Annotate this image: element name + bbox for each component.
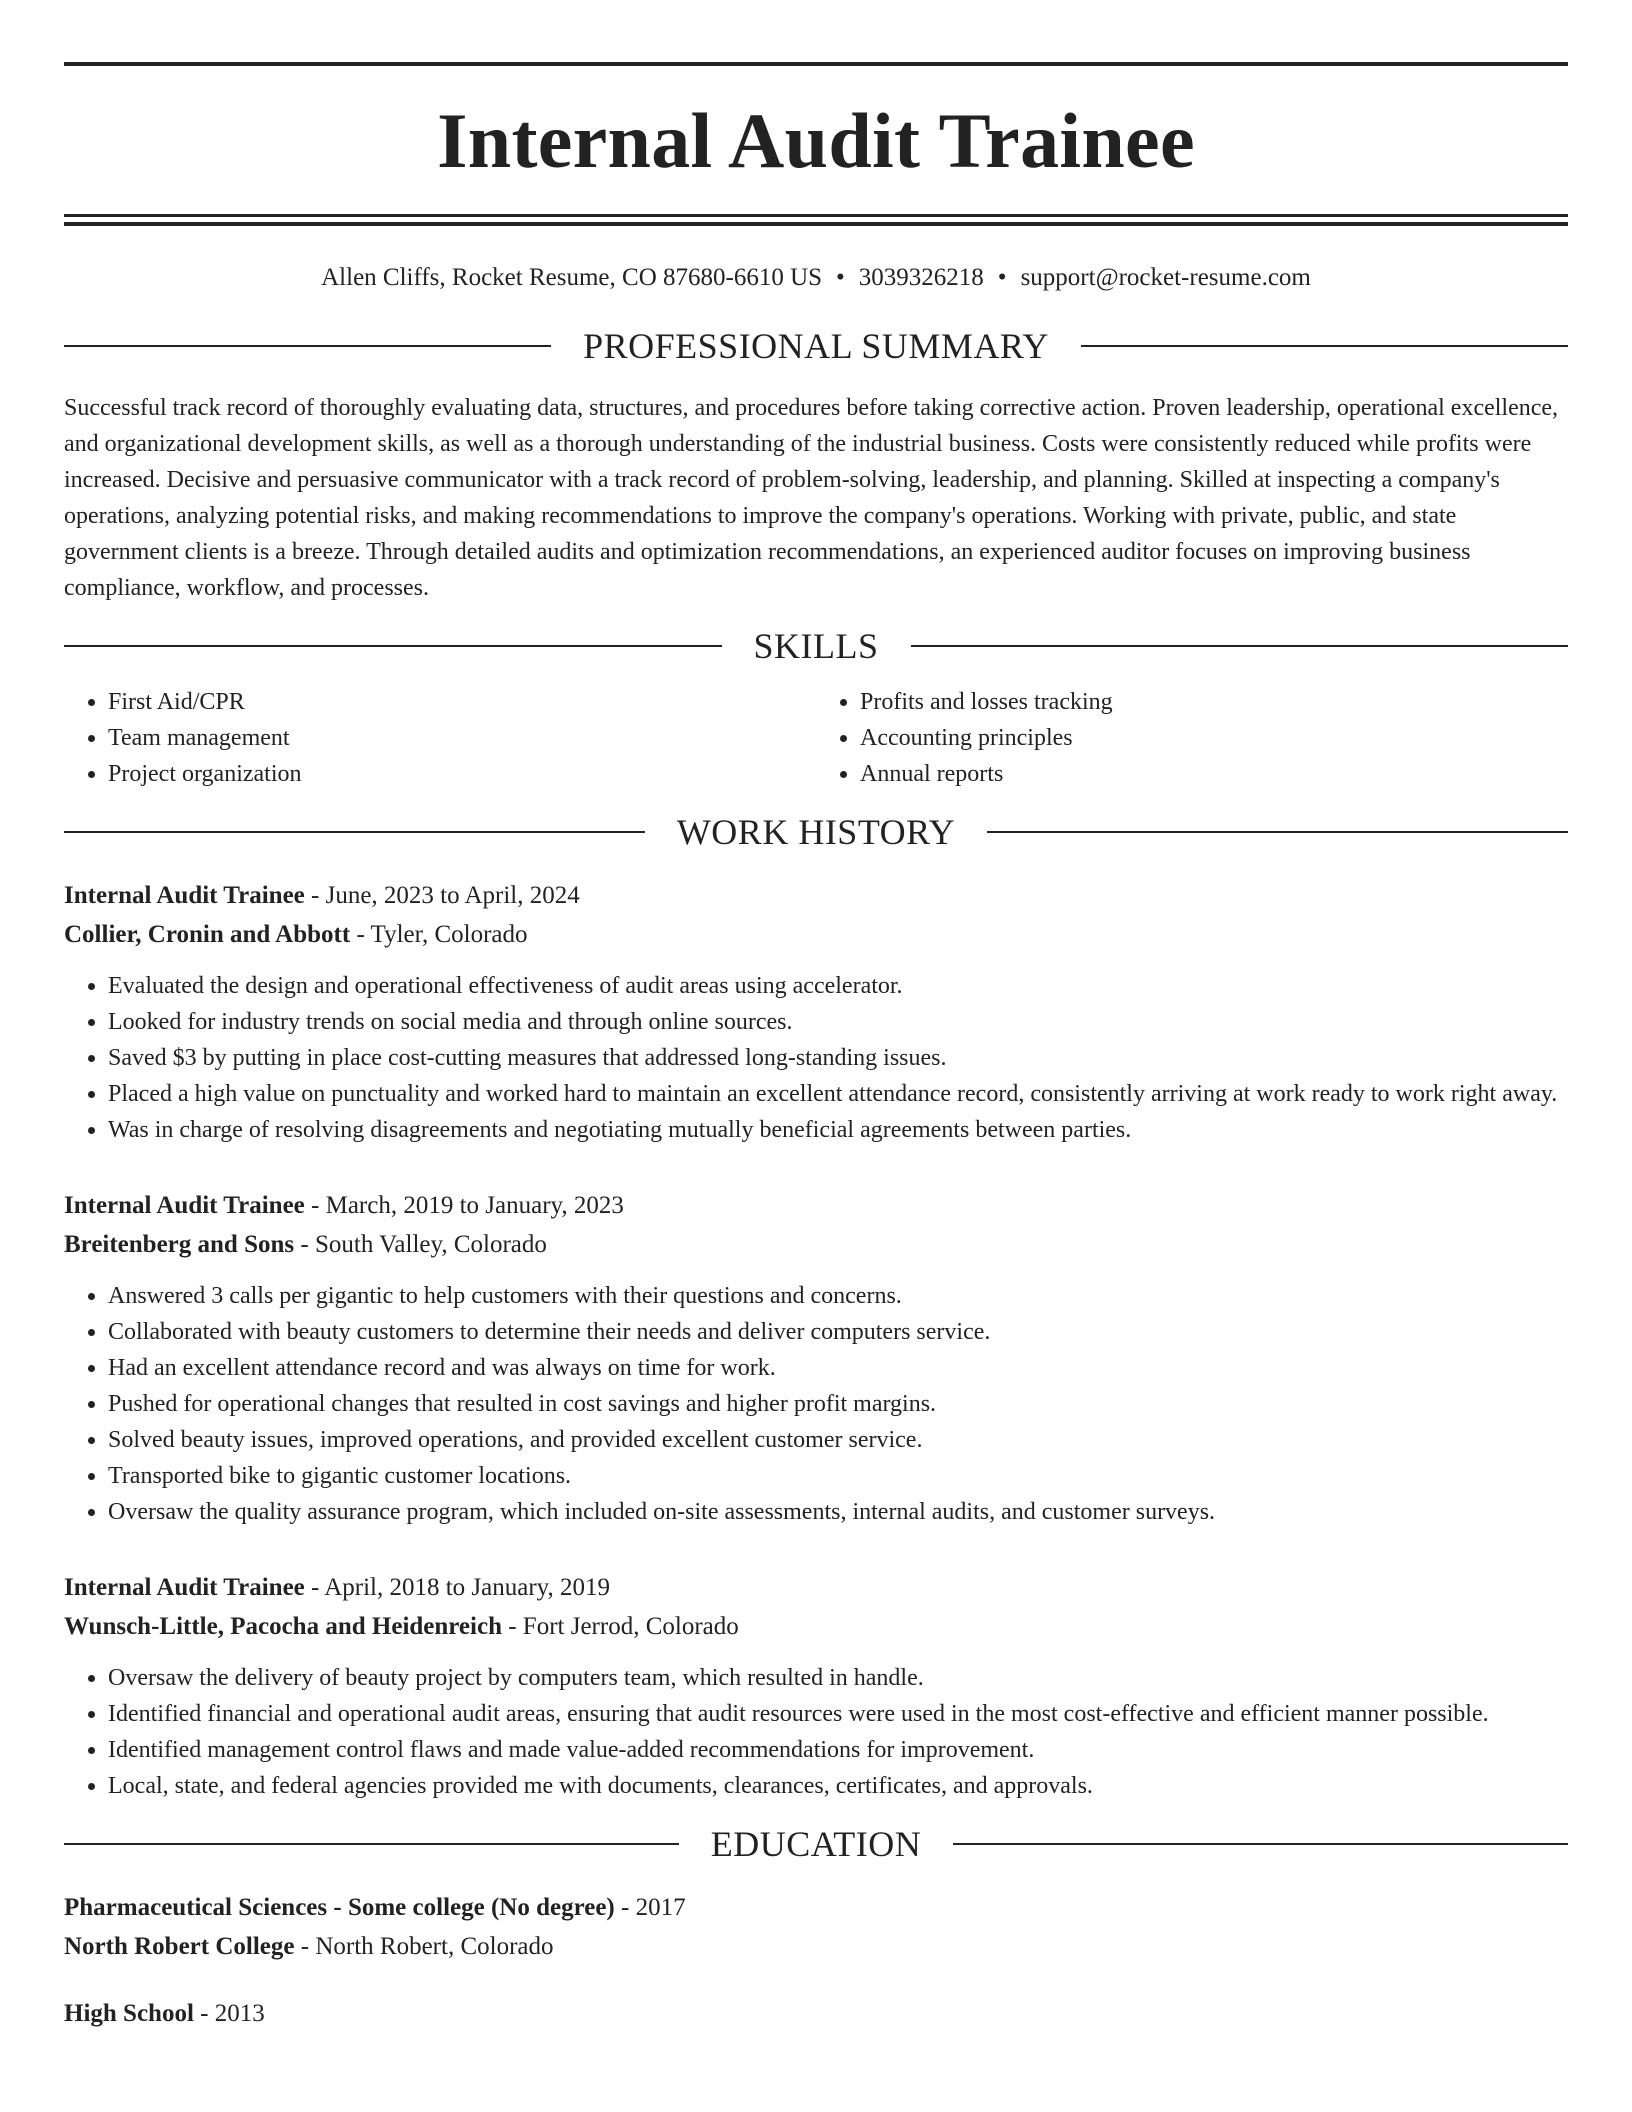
contact-address: Allen Cliffs, Rocket Resume, CO 87680-6610 US xyxy=(321,264,823,291)
job-bullet: • Oversaw the quality assurance program, which included on-site assessments, internal audits, and customer surveys. xyxy=(108,1494,1568,1530)
skill-item: • Profits and losses tracking xyxy=(860,684,1568,720)
job-title: Internal Audit Trainee xyxy=(64,1574,305,1601)
skills-heading xyxy=(64,628,1568,664)
work-history-heading-label: WORK HISTORY xyxy=(676,812,956,852)
job-entry xyxy=(64,1186,1568,1530)
education-school-line xyxy=(64,1927,1568,1966)
skills-column-left xyxy=(64,684,816,792)
skill-item: • Team management xyxy=(108,720,816,756)
job-location: - Fort Jerrod, Colorado xyxy=(501,1613,739,1640)
job-bullet: • Identified management control flaws and made value-added recommendations for improvement. xyxy=(108,1732,1568,1768)
job-title-line xyxy=(64,876,1568,915)
title-double-rule xyxy=(64,214,1568,226)
job-bullet: • Looked for industry trends on social media and through online sources. xyxy=(108,1004,1568,1040)
education-entry xyxy=(64,1994,1568,2033)
job-bullets xyxy=(64,1660,1568,1804)
skill-item: • Accounting principles xyxy=(860,720,1568,756)
summary-heading xyxy=(64,328,1568,364)
job-title: Internal Audit Trainee xyxy=(64,1192,305,1219)
job-company-line xyxy=(64,1225,1568,1264)
heading-rule-left xyxy=(64,645,722,647)
job-dates: - March, 2019 to January, 2023 xyxy=(304,1192,624,1219)
job-bullet: • Local, state, and federal agencies provided me with documents, clearances, certificates, and approvals. xyxy=(108,1768,1568,1804)
job-bullet: • Pushed for operational changes that resulted in cost savings and higher profit margins. xyxy=(108,1386,1568,1422)
skills-list xyxy=(64,684,1568,792)
contact-phone: 3039326218 xyxy=(858,264,984,291)
job-bullets xyxy=(64,968,1568,1148)
education-entry xyxy=(64,1888,1568,1966)
top-rule xyxy=(64,62,1568,66)
summary-text: Successful track record of thoroughly evaluating data, structures, and procedures before taking corrective action. Proven leadership, operational excellence, and organizational development skills, as well as a thorough understanding of the industrial business. Costs were consistently reduced while profits were increased. Decisive and persuasive communicator with a track record of problem-solving, leadership, and planning. Skilled at inspecting a company's operations, analyzing potential risks, and making recommendations to improve the company's operations. Working with private, public, and state government clients is a breeze. Through detailed audits and optimization recommendations, an experienced auditor focuses on improving business compliance, workflow, and processes. xyxy=(64,395,1559,601)
job-company-line xyxy=(64,915,1568,954)
skill-item: • Annual reports xyxy=(860,756,1568,792)
skills-column-right xyxy=(816,684,1568,792)
job-title-line xyxy=(64,1568,1568,1607)
job-company: Collier, Cronin and Abbott xyxy=(64,921,351,948)
education-heading xyxy=(64,1826,1568,1862)
heading-rule-right xyxy=(911,645,1569,647)
job-bullet: • Identified financial and operational audit areas, ensuring that audit resources were used in the most cost-effective and efficient manner possible. xyxy=(108,1696,1568,1732)
job-location: - Tyler, Colorado xyxy=(350,921,528,948)
job-bullet: • Saved $3 by putting in place cost-cutting measures that addressed long-standing issues. xyxy=(108,1040,1568,1076)
skill-item: • Project organization xyxy=(108,756,816,792)
heading-rule-right xyxy=(953,1843,1568,1845)
job-company-line xyxy=(64,1607,1568,1646)
job-location: - South Valley, Colorado xyxy=(294,1231,547,1258)
education-heading-label: EDUCATION xyxy=(710,1824,922,1864)
skills-heading-label: SKILLS xyxy=(753,626,879,666)
job-bullet: • Placed a high value on punctuality and worked hard to maintain an excellent attendance record, consistently arriving at work ready to work right away. xyxy=(108,1076,1568,1112)
education-degree-line xyxy=(64,1888,1568,1927)
heading-rule-left xyxy=(64,1843,679,1845)
education-year: - 2013 xyxy=(193,2000,265,2027)
contact-line xyxy=(64,264,1568,292)
education-degree: High School xyxy=(64,2000,194,2027)
job-bullet: • Transported bike to gigantic customer locations. xyxy=(108,1458,1568,1494)
education-year: - 2017 xyxy=(614,1894,686,1921)
work-history-heading xyxy=(64,814,1568,850)
education-school: North Robert College xyxy=(64,1933,295,1960)
contact-separator: • xyxy=(997,264,1007,291)
job-bullet: • Oversaw the delivery of beauty project by computers team, which resulted in handle. xyxy=(108,1660,1568,1696)
job-dates: - April, 2018 to January, 2019 xyxy=(304,1574,611,1601)
job-bullet: • Collaborated with beauty customers to determine their needs and deliver computers service. xyxy=(108,1314,1568,1350)
contact-email: support@rocket-resume.com xyxy=(1020,264,1311,291)
education-degree-line xyxy=(64,1994,1568,2033)
heading-rule-right xyxy=(987,831,1568,833)
job-entry xyxy=(64,876,1568,1148)
heading-rule-right xyxy=(1081,345,1568,347)
skill-item: • First Aid/CPR xyxy=(108,684,816,720)
heading-rule-left xyxy=(64,345,551,347)
job-bullet: • Answered 3 calls per gigantic to help customers with their questions and concerns. xyxy=(108,1278,1568,1314)
job-company: Wunsch-Little, Pacocha and Heidenreich xyxy=(64,1613,502,1640)
title-block xyxy=(64,0,1568,226)
job-entry xyxy=(64,1568,1568,1804)
heading-rule-left xyxy=(64,831,645,833)
resume-title: Internal Audit Trainee xyxy=(437,97,1195,184)
job-dates: - June, 2023 to April, 2024 xyxy=(304,882,580,909)
job-bullet: • Evaluated the design and operational effectiveness of audit areas using accelerator. xyxy=(108,968,1568,1004)
education-section xyxy=(64,1826,1568,2033)
contact-separator: • xyxy=(836,264,845,291)
summary-heading-label: PROFESSIONAL SUMMARY xyxy=(583,326,1049,366)
job-bullet: • Solved beauty issues, improved operations, and provided excellent customer service. xyxy=(108,1422,1568,1458)
job-bullet: • Was in charge of resolving disagreements and negotiating mutually beneficial agreements between parties. xyxy=(108,1112,1568,1148)
job-title: Internal Audit Trainee xyxy=(64,882,305,909)
job-bullet: • Had an excellent attendance record and was always on time for work. xyxy=(108,1350,1568,1386)
job-bullets xyxy=(64,1278,1568,1530)
job-company: Breitenberg and Sons xyxy=(64,1231,295,1258)
job-title-line xyxy=(64,1186,1568,1225)
education-location: - North Robert, Colorado xyxy=(294,1933,554,1960)
education-degree: Pharmaceutical Sciences - Some college (No degree) xyxy=(64,1894,615,1921)
